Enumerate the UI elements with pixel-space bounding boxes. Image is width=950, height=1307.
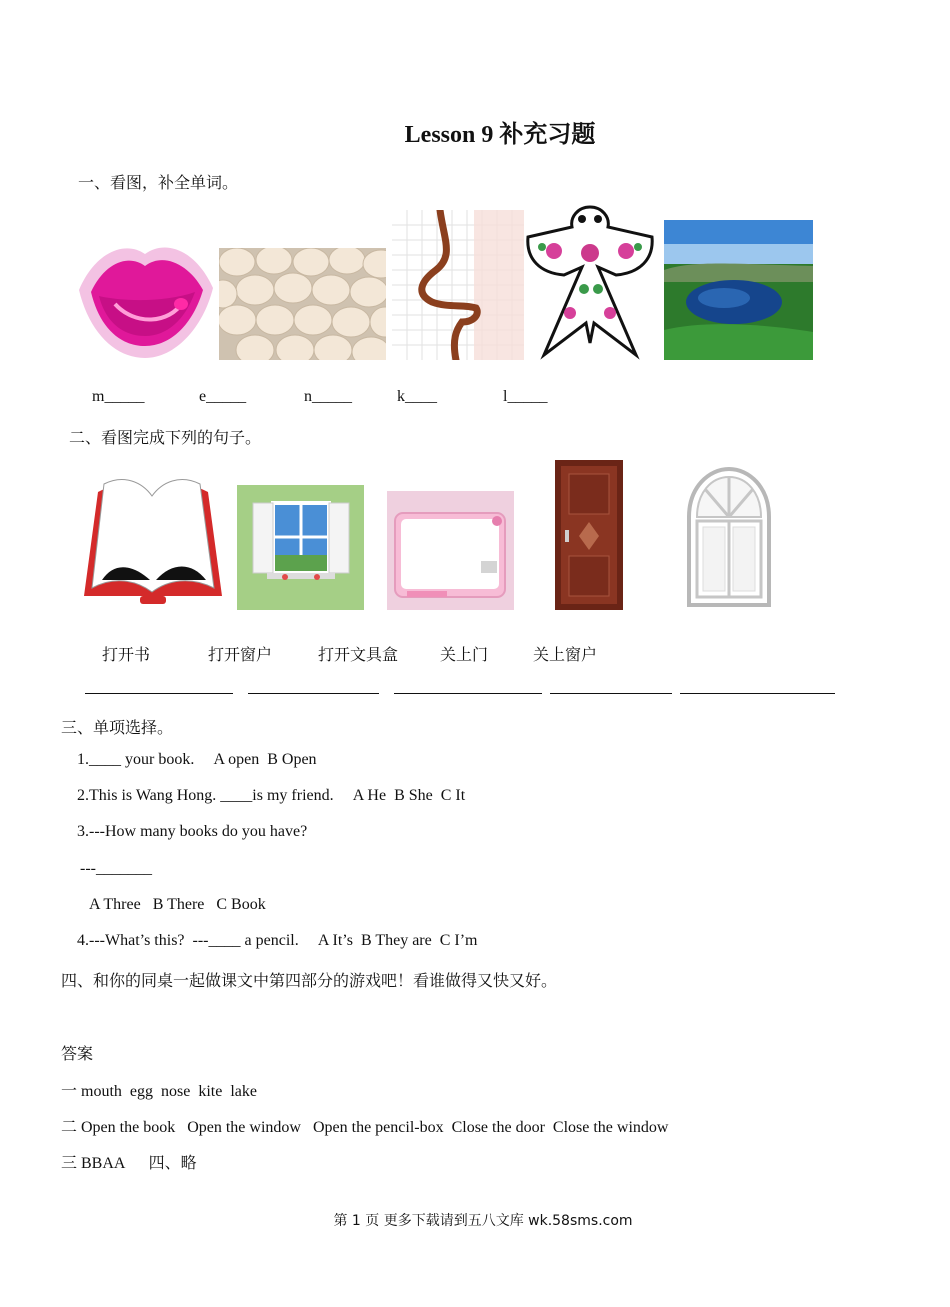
blank-mouth: m_____ <box>92 388 145 405</box>
answer-blank-4 <box>550 693 672 694</box>
section2-heading: 二、看图完成下列的句子。 <box>69 430 262 447</box>
pencil-box-picture <box>387 491 514 610</box>
question-3-options: A Three B There C Book <box>89 896 266 913</box>
blank-egg: e_____ <box>199 388 247 405</box>
phrase-close-door: 关上门 <box>440 647 489 664</box>
answer-section-1: 一 mouth egg nose kite lake <box>61 1083 257 1100</box>
question-3: 3.---How many books do you have? <box>77 823 308 840</box>
blank-nose: n_____ <box>304 388 352 405</box>
section4-heading: 四、和你的同桌一起做课文中第四部分的游戏吧！看谁做得又快又好。 <box>61 973 558 990</box>
answer-section-3: 三 BBAA 四、略 <box>61 1155 197 1172</box>
section3-heading: 三、单项选择。 <box>61 720 174 737</box>
answer-section-2: 二 Open the book Open the window Open the pencil-box Close the door Close the window <box>61 1119 669 1136</box>
blank-lake: l_____ <box>503 388 548 405</box>
phrase-close-window: 关上窗户 <box>533 647 598 664</box>
mouth-picture <box>75 232 217 362</box>
question-2: 2.This is Wang Hong. ____is my friend. A He B She C It <box>77 787 466 804</box>
answer-blank-5 <box>680 693 835 694</box>
eggs-picture <box>219 248 386 360</box>
question-1: 1.____ your book. A open B Open <box>77 751 317 768</box>
answer-blank-3 <box>394 693 542 694</box>
page-footer: 第 1 页 更多下载请到五八文库 wk.58sms.com <box>333 1213 633 1229</box>
answers-heading: 答案 <box>61 1046 94 1063</box>
door-picture <box>555 460 623 610</box>
window-picture <box>237 485 364 610</box>
arched-window-picture <box>665 465 793 610</box>
nose-picture <box>392 210 524 360</box>
phrase-open-pencil-box: 打开文具盒 <box>318 647 399 664</box>
phrase-open-book: 打开书 <box>102 647 151 664</box>
question-4: 4.---What’s this? ---____ a pencil. A It’s B They are C I’m <box>77 932 478 949</box>
lake-picture <box>664 220 813 360</box>
blank-kite: k____ <box>397 388 437 405</box>
answer-blank-2 <box>248 693 379 694</box>
book-picture <box>80 476 226 608</box>
kite-picture <box>524 203 656 360</box>
phrase-open-window: 打开窗户 <box>208 647 273 664</box>
page-title: Lesson 9 补充习题 <box>404 122 596 148</box>
section1-heading: 一、看图，补全单词。 <box>78 175 239 192</box>
question-3-answer-line: ---_______ <box>80 860 152 877</box>
answer-blank-1 <box>85 693 233 694</box>
